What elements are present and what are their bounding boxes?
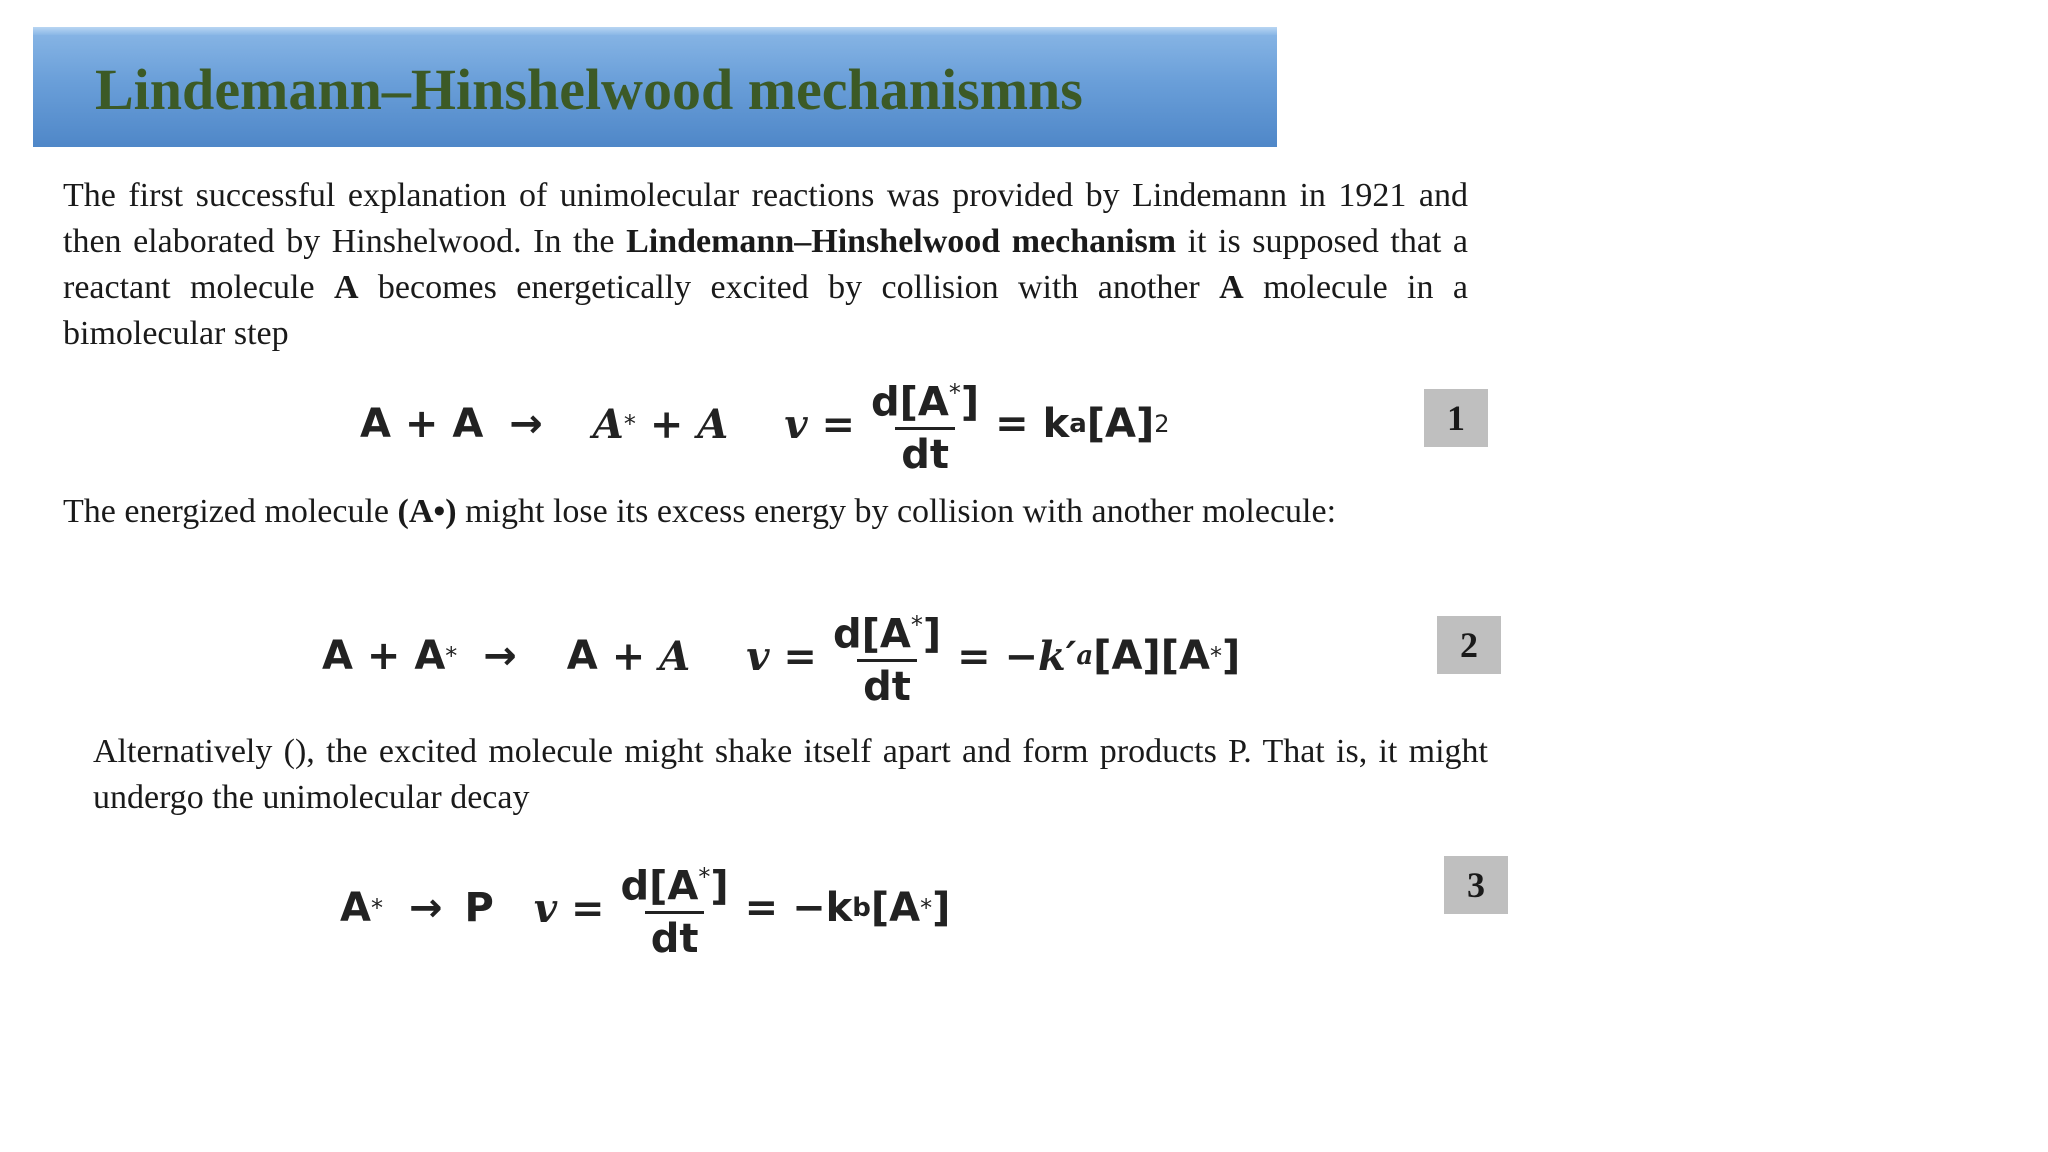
p1-text-a: The first successful explanation of unimolecular reactions was provided by Lindemann in 1921 and then elaborated by Hinshelwood. In the [63, 177, 1468, 260]
eq3-rhs-prefix: = −k [744, 885, 853, 932]
eq1-arrow: → [509, 401, 543, 448]
eq1-product1-sup: * [623, 410, 636, 439]
equation-3 [340, 852, 950, 964]
p1-text-c: becomes energetically excited by collision with another [358, 269, 1220, 306]
eq1-numerator-end: ] [960, 379, 980, 426]
eq2-denominator: dt [857, 659, 917, 712]
eq2-lhs-sup: * [445, 642, 458, 671]
equation-1 [360, 368, 1170, 480]
eq3-fraction [615, 852, 735, 964]
eq2-rhs-sub: a [1076, 641, 1094, 672]
p1-text-d: molecule in a bimolecular step [63, 269, 1468, 352]
eq3-rhs-end: ] [932, 885, 951, 932]
eq2-numerator-sup: * [910, 611, 923, 639]
p1-bold-a1: A [333, 269, 359, 306]
eq1-fraction [865, 368, 985, 480]
eq3-rhs-sub: b [852, 893, 871, 924]
eq3-numerator: d[A [620, 863, 699, 910]
paragraph-energized-molecule [63, 489, 1468, 535]
eq2-product1: A [566, 633, 598, 680]
eq1-rhs-sub: a [1069, 409, 1087, 440]
slide-title: Lindemann–Hinshelwood mechanismns [95, 57, 1083, 122]
eq1-rhs-suffix: [A] [1086, 401, 1155, 448]
paragraph-lindemann-intro [63, 173, 1468, 357]
eq2-fraction [827, 600, 947, 712]
eq2-rhs-sup: * [1209, 642, 1222, 671]
eq1-rate-symbol: v = [784, 400, 856, 448]
p2-text-b: might lose its excess energy by collision with another molecule: [456, 493, 1337, 530]
p1-bold-a2: A [1219, 269, 1244, 306]
paragraph-unimolecular-decay [93, 729, 1488, 821]
equation-2 [322, 600, 1240, 712]
eq3-numerator-sup: * [698, 863, 711, 891]
eq2-numerator-end: ] [922, 611, 942, 658]
eq1-rhs-prefix: = k [995, 401, 1070, 448]
eq1-numerator: d[A [871, 379, 949, 426]
equation-number-1: 1 [1424, 389, 1488, 447]
eq3-rhs-suffix: [A [870, 885, 921, 932]
eq3-lhs: A [340, 885, 371, 932]
eq2-rate-symbol: v = [746, 632, 817, 680]
p2-text-a: The energized molecule [63, 493, 398, 530]
eq2-rhs-end: ] [1221, 633, 1241, 680]
p1-text-b: it is supposed that a reactant molecule [63, 223, 1468, 306]
equation-number-3: 3 [1444, 856, 1508, 914]
eq3-product: P [464, 885, 494, 932]
eq3-arrow: → [408, 885, 443, 932]
eq1-product1: A [592, 400, 624, 448]
eq3-denominator: dt [645, 911, 705, 964]
eq2-lhs: A + A [322, 633, 446, 680]
eq3-rate-symbol: v = [533, 884, 605, 932]
p1-bold-mechanism: Lindemann–Hinshelwood mechanism [626, 223, 1177, 260]
p3-text-a: Alternatively (), the excited molecule might shake itself apart and form products P. That is, it might undergo the unimolecular decay [93, 733, 1488, 816]
eq2-product2: + A [611, 632, 691, 680]
eq1-numerator-sup: * [948, 379, 961, 407]
eq3-rhs-sup: * [920, 894, 933, 923]
eq1-product2: + A [649, 400, 729, 448]
eq1-lhs: A + A [360, 401, 484, 448]
eq3-lhs-sup: * [370, 894, 383, 923]
eq2-numerator: d[A [832, 611, 911, 658]
eq3-numerator-end: ] [710, 863, 729, 910]
eq2-arrow: → [483, 633, 517, 680]
p2-bold-a-star: (A•) [397, 493, 457, 530]
eq2-rhs-suffix: [A][A [1093, 633, 1210, 680]
equation-number-2: 2 [1437, 616, 1501, 674]
eq1-rhs-sup: 2 [1154, 410, 1170, 439]
eq2-rhs-prefix: = −k′ [957, 632, 1077, 680]
eq1-denominator: dt [895, 427, 955, 480]
